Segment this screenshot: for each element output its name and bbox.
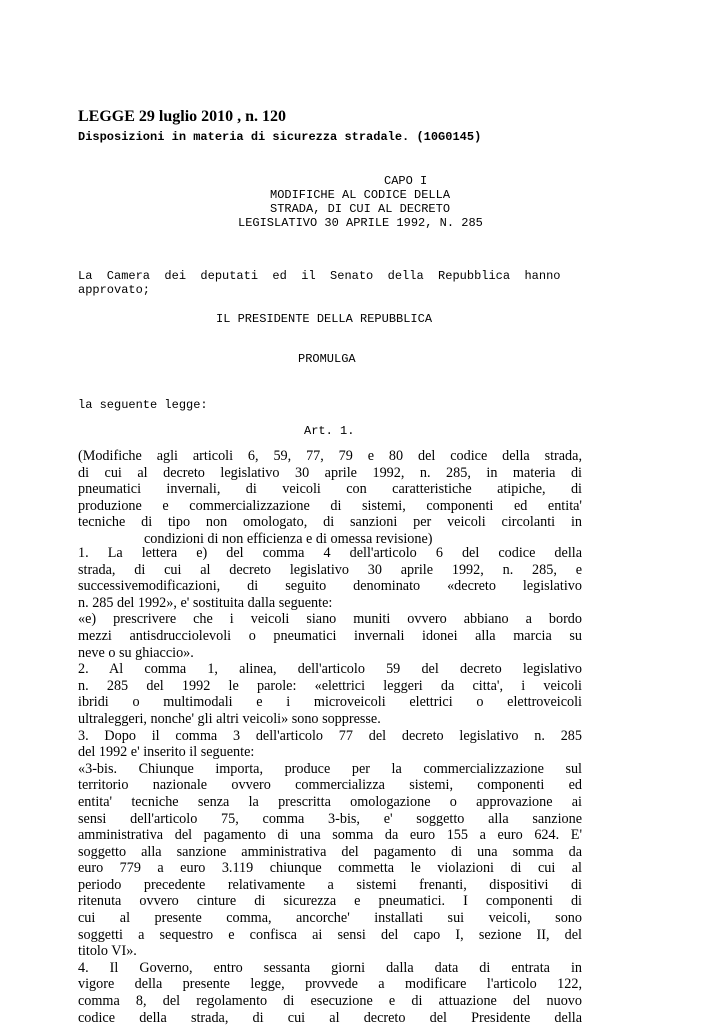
body-line: n. 285 del 1992», e' sostituita dalla seguente: <box>78 594 333 611</box>
body-line: «3-bis. Chiunque importa, produce per la commercializzazione sul <box>78 760 582 777</box>
president-line: IL PRESIDENTE DELLA REPUBBLICA <box>216 312 433 326</box>
body-line: 4. Il Governo, entro sessanta giorni dalla data di entrata in <box>78 959 582 976</box>
capo-heading-line: STRADA, DI CUI AL DECRETO <box>270 202 451 216</box>
body-line: mezzi antisdrucciolevoli o pneumatici invernali idonei alla marcia su <box>78 627 582 644</box>
body-line: sensi dell'articolo 75, comma 3-bis, e' soggetto alla sanzione <box>78 810 582 827</box>
body-line: soggetti a sequestro e confisca ai sensi del capo I, sezione II, del <box>78 926 582 943</box>
body-line: territorio nazionale ovvero commercializza sistemi, componenti ed <box>78 777 582 794</box>
body-line: comma 8, del regolamento di esecuzione e di attuazione del nuovo <box>78 993 582 1010</box>
rubric-line: di cui al decreto legislativo 30 aprile 1992, n. 285, in materia di <box>78 464 582 481</box>
rubric-line: pneumatici invernali, di veicoli con caratteristiche atipiche, di <box>78 481 582 498</box>
body-line: codice della strada, di cui al decreto del Presidente della <box>78 1009 582 1026</box>
rubric-line: (Modifiche agli articoli 6, 59, 77, 79 e 80 del codice della strada, <box>78 448 582 464</box>
body-line: 1. La lettera e) del comma 4 dell'articolo 6 del codice della <box>78 545 582 561</box>
body-line: soggetto alla sanzione amministrativa del pagamento di una somma da <box>78 843 582 860</box>
capo-heading-line: MODIFICHE AL CODICE DELLA <box>270 188 451 202</box>
intro-line: la seguente legge: <box>78 398 208 412</box>
body-line: amministrativa del pagamento di una somma da euro 155 a euro 624. E' <box>78 827 582 844</box>
body-line: ritenuta ovvero cinture di sicurezza e pneumatici. I componenti di <box>78 893 582 910</box>
body-line: n. 285 del 1992 le parole: «elettrici leggeri da citta', i veicoli <box>78 677 582 694</box>
body-line: euro 779 a euro 3.119 chiunque commetta le violazioni di cui al <box>78 860 582 877</box>
capo-label: CAPO I <box>384 174 428 188</box>
rubric-line: produzione e commercializzazione di sistemi, componenti ed entita' <box>78 497 582 514</box>
body-line: «e) prescrivere che i veicoli siano muniti ovvero abbiano a bordo <box>78 611 582 628</box>
preamble-line: approvato; <box>78 283 151 297</box>
promulga-line: PROMULGA <box>298 352 356 366</box>
body-line: neve o su ghiaccio». <box>78 644 194 661</box>
body-line: cui al presente comma, ancorche' installati sui veicoli, sono <box>78 910 582 927</box>
body-line: ultraleggeri, nonche' gli altri veicoli» sono soppresse. <box>78 710 381 727</box>
body-line: 2. Al comma 1, alinea, dell'articolo 59 del decreto legislativo <box>78 661 582 678</box>
body-line: periodo precedente relativamente a sistemi frenanti, dispositivi di <box>78 876 582 893</box>
body-line: del 1992 e' inserito il seguente: <box>78 744 255 761</box>
body-line: entita' tecniche senza la prescritta omologazione o approvazione ai <box>78 793 582 810</box>
article-number: Art. 1. <box>304 424 355 438</box>
law-title: LEGGE 29 luglio 2010 , n. 120 <box>78 108 287 125</box>
body-line: successivemodificazioni, di seguito denominato «decreto legislativo <box>78 578 582 595</box>
article-rubric <box>78 448 582 548</box>
capo-heading-line: LEGISLATIVO 30 APRILE 1992, N. 285 <box>238 216 483 230</box>
article-body <box>78 545 582 1026</box>
preamble-line: La Camera dei deputati ed il Senato della Repubblica hanno <box>78 269 561 283</box>
rubric-line: condizioni di non efficienza e di omessa revisione) <box>144 530 433 547</box>
law-subtitle: Disposizioni in materia di sicurezza stradale. (10G0145) <box>78 130 482 144</box>
body-line: strada, di cui al decreto legislativo 30 aprile 1992, n. 285, e <box>78 561 582 578</box>
rubric-line: tecniche di tipo non omologato, di sanzioni per veicoli circolanti in <box>78 514 582 531</box>
body-line: titolo VI». <box>78 943 137 960</box>
body-line: 3. Dopo il comma 3 dell'articolo 77 del decreto legislativo n. 285 <box>78 727 582 744</box>
body-line: vigore della presente legge, provvede a modificare l'articolo 122, <box>78 976 582 993</box>
body-line: ibridi o multimodali e i microveicoli elettrici o elettroveicoli <box>78 694 582 711</box>
